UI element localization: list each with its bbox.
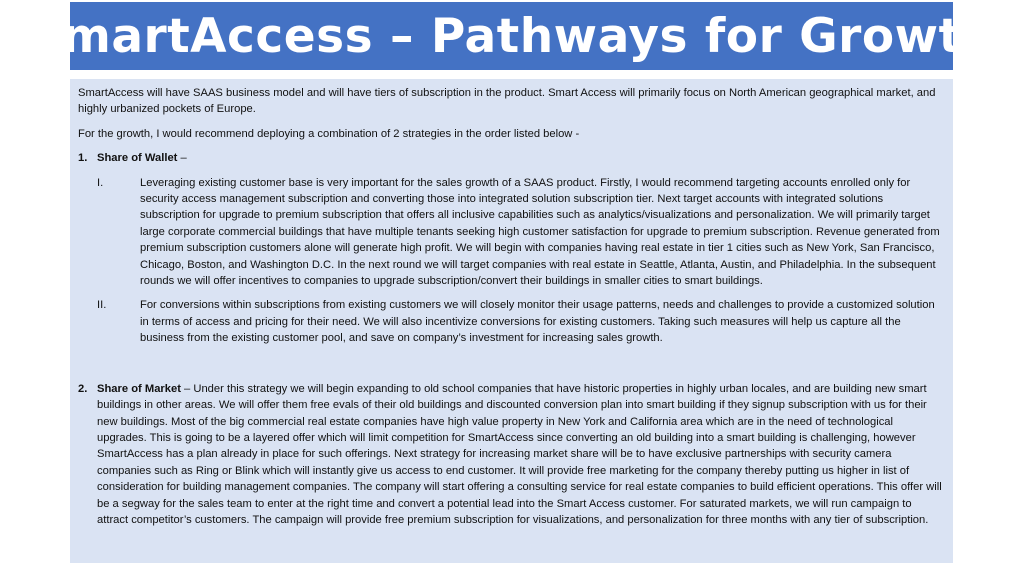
point-numeral: I.: [97, 176, 104, 189]
content-panel: [70, 79, 953, 563]
intro-paragraph: For the growth, I would recommend deploying a combination of 2 strategies in the order listed below -: [78, 127, 580, 140]
spacer: [78, 355, 945, 381]
strategy-text: – Under this strategy we will begin expanding to old school companies that have historic properties in highly urban locales, and are building new smart buildings in other areas. We will offer them free evals of their old buildings and discounted conversion plan into smart building if they signup subscription with us for their new buildings. Most of the big commercial real estate companies have high value property in New York and California area which are in the need of technological upgrades. This is going to be a layered offer which will limit competition for SmartAccess since converting an old building into a smart building is challenging, however SmartAccess has a plan already in place for such offerings. Next strategy for increasing market share will be to have exclusive partnerships with security camera companies such as Ring or Blink which will instantly give us access to end customer. It will provide free marketing for the company thereby putting us higher in list of consideration for building management companies. The company will start offering a consulting service for real estate companies to build efficient operations. This offer will be a segway for the sales team to enter at the right time and convert a potential lead into the Smart Access customer. For saturated markets, we will run campaign to attract competitor’s customers. The campaign will provide free premium subscription for visualizations, and personalization for three months with any tier of subscription.: [97, 382, 942, 526]
strategy-point: [78, 175, 945, 290]
strategy-item: [78, 150, 945, 166]
strategy-heading: Share of Market: [97, 382, 181, 395]
strategy-number: 2.: [78, 382, 88, 395]
point-text: Leveraging existing customer base is very important for the sales growth of a SAAS product. Firstly, I would recommend targeting accounts enrolled only for security access management subscription and converting those into integrated solution subscription tier. Next target accounts with integrated solutions subscription for upgrade to premium subscription that offers all inclusive capabilities such as analytics/visualizations and personalization. We will primarily target large corporate commercial buildings that have multiple tenants seeking high customer satisfaction for upgrade to premium subscription. Revenue generated from premium subscription customers alone will generate high profit. We will begin with companies having real estate in tier 1 cities such as New York, San Francisco, Chicago, Boston, and Washington D.C. In the next round we will target companies with real estate in Seattle, Atlanta, Austin, and Philadelphia. In the subsequent rounds we will offer incentives to companies to upgrade subscription/convert their buildings in smaller cities to smart buildings.: [140, 176, 940, 288]
point-numeral: II.: [97, 299, 107, 312]
strategy-item: [78, 381, 945, 529]
strategy-number: 1.: [78, 152, 88, 165]
point-text: For conversions within subscriptions from existing customers we will closely monitor their usage patterns, needs and challenges to provide a customized solution in terms of access and pricing for their need. We will also incentivize conversions for existing customers. Taking such measures will help us capture all the business from the existing customer pool, and save on company’s investment for increasing sales growth.: [140, 299, 935, 345]
strategy-point: [78, 297, 945, 346]
intro-paragraph: SmartAccess will have SAAS business model and will have tiers of subscription in the product. Smart Access will primarily focus on North American geographical market, and highly urbanized pockets of Europe.: [78, 87, 936, 116]
strategy-heading: Share of Wallet: [97, 152, 178, 165]
page-title: SmartAccess – Pathways for Growth: [27, 8, 996, 64]
strategy-heading-suffix: –: [177, 152, 187, 165]
title-banner: [27, 2, 996, 70]
